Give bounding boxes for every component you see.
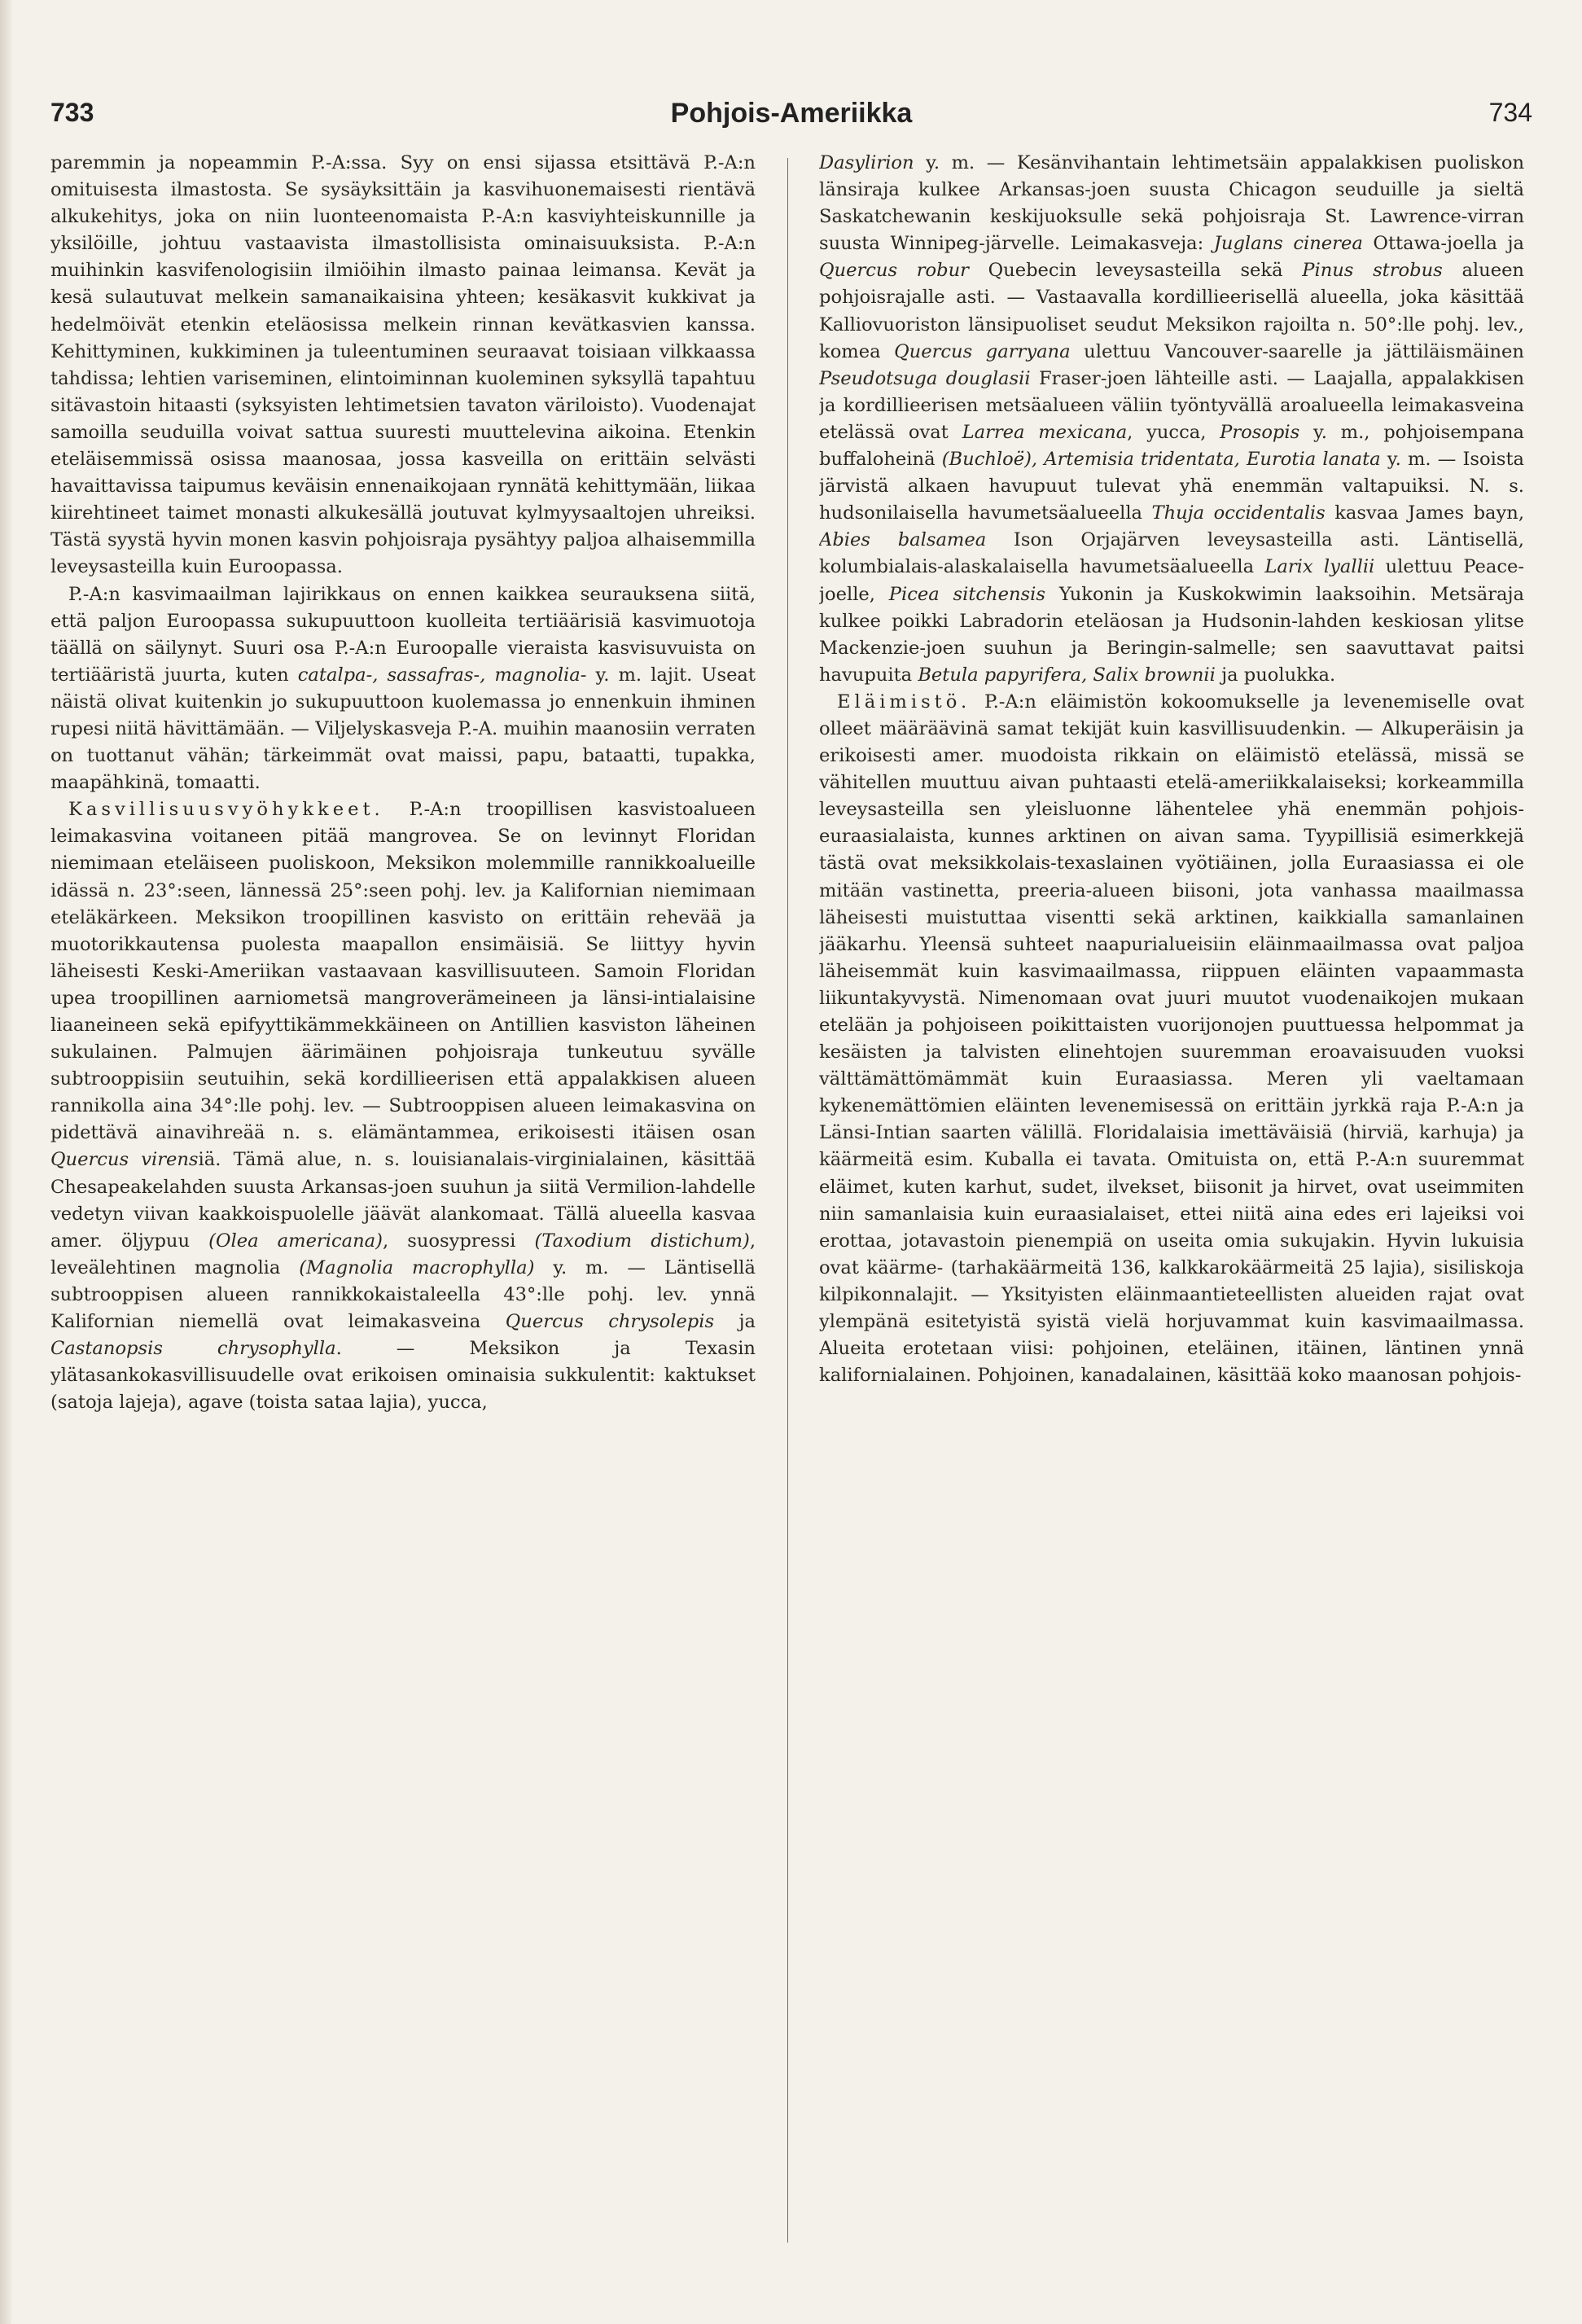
section-heading-vegetation: Kasvillisuusvyöhykkeet. bbox=[68, 799, 384, 821]
paragraph: Kasvillisuusvyöhykkeet. P.-A:n troopillisen kasvistoalueen leimakasvina voitaneen pitää mangrovea. Se on levinnyt Floridan niemimaan eteläiseen puoliskoon, Meksikon molemmille rannikkoalueille idässä n. 23°:seen, lännessä 25°:seen pohj. lev. ja Kalifornian niemimaan eteläkärkeen. Meksikon troopillinen kasvisto on erittäin rehevää ja muotorikkautensa puolesta maapallon ensimäisiä. Se liittyy hyvin läheisesti Keski-Ameriikan vastaavaan kasvillisuuteen. Samoin Floridan upea troopillinen aarniometsä mangroverämeineen ja länsi-intialaisine liaaneineen sekä epifyyttikämmekkäineen on Antillien kasviston läheinen sukulainen. Palmujen äärimäinen pohjoisraja tunkeutuu syvälle subtrooppisiin seutuihin, sekä kordillieerisen että appalakkisen alueen rannikolla aina 34°:lle pohj. lev. — Subtrooppisen alueen leimakasvina on pidettävä ainavihreää n. s. elämäntammea, erikoisesti itäisen osan Quercus virensiä. Tämä alue, n. s. louisianalais-virginialainen, käsittää Chesapeakelahden suusta Arkansas-joen suuhun ja siitä Vermilion-lahdelle vedetyn viivan kaakkoispuolelle jäävät alankomaat. Tällä alueella kasvaa amer. öljypuu (Olea americana), suosypressi (Taxodium distichum), leveälehtinen magnolia (Magnolia macrophylla) y. m. — Läntisellä subtrooppisen alueen rannikkokaistaleella 43°:lle pohj. lev. ynnä Kalifornian niemellä ovat leimakasveina Quercus chrysolepis ja Castanopsis chrysophylla. — Meksikon ja Texasin ylätasankokasvillisuudelle ovat erikoisen ominaisia sukkulentit: kaktukset (satoja lajeja), agave (toista sataa lajia), yucca, bbox=[50, 799, 756, 1414]
page-number-left: 733 bbox=[50, 98, 94, 127]
running-title: Pohjois-Ameriikka bbox=[670, 98, 913, 129]
page-header bbox=[50, 88, 1532, 137]
page-binding-edge bbox=[0, 0, 11, 2324]
paragraph: P.-A:n kasvimaailman lajirikkaus on ennen kaikkea seurauksena siitä, että paljon Euroopassa sukupuuttoon kuolleita tertiäärisiä kasvimuotoja täällä on säilynyt. Suuri osa P.-A:n Euroopalle vieraista kasvisuvuista on tertiääristä juurta, kuten catalpa-, sassafras-, magnolia- y. m. lajit. Useat näistä olivat kuitenkin jo sukupuuttoon kuolemassa jo ennenkuin ihminen rupesi niitä hävittämään. — Viljelyskasveja P.-A. muihin maanosiin verraten on tuottanut vähän; tärkeimmät ovat maissi, papu, bataatti, tupakka, maapähkinä, tomaatti. bbox=[50, 583, 756, 794]
paragraph: paremmin ja nopeammin P.-A:ssa. Syy on ensi sijassa etsittävä P.-A:n omituisesta ilmastosta. Se sysäyksittäin ja kasvihuonemaisesti rientävä alkukehitys, joka on niin luonteenomaista P.-A:n kasviyhteiskunnille ja yksilöille, johtuu vastaavista ilmastollisista ominaisuuksista. P.-A:n muihinkin kasvifenologisiin ilmiöihin ilmasto painaa leimansa. Kevät ja kesä sulautuvat melkein samanaikaisina yhteen; kesäkasvit kukkivat ja hedelmöivät etenkin eteläosissa melkein rinnan kevätkasvien kanssa. Kehittyminen, kukkiminen ja tuleentuminen seuraavat toisiaan vilkkaassa tahdissa; lehtien variseminen, elintoiminnan kuoleminen syksyllä tapahtuu sitävastoin hitaasti (syksyisten lehtimetsien tavaton väriloisto). Vuodenajat samoilla seuduilla voivat sattua suuresti muuttelevina aikoina. Etenkin eteläisemmissä osissa maanosaa, jossa kasveilla on erittäin selvästi havaittavissa taipumus keväisin ennenaikojaan rynnätä kehittymään, liikaa kiirehtineet taimet monasti alkukesällä joutuvat kylmyysaaltojen uhreiksi. Tästä syystä hyvin monen kasvin pohjoisraja pysähtyy paljoa alhaisemmilla leveysasteilla kuin Euroopassa. bbox=[50, 152, 756, 578]
column-left bbox=[50, 150, 756, 2283]
page-number-right: 734 bbox=[1488, 98, 1532, 127]
paragraph: Dasylirion y. m. — Kesänvihantain lehtimetsäin appalakkisen puoliskon länsiraja kulkee Arkansas-joen suusta Chicagon seuduille ja sieltä Saskatchewanin keskijuoksulle sekä pohjoisraja St. Lawrence-virran suusta Winnipeg-järvelle. Leimakasveja: Juglans cinerea Ottawa-joella ja Quercus robur Quebecin leveysasteilla sekä Pinus strobus alueen pohjoisrajalle asti. — Vastaavalla kordillieerisellä alueella, joka käsittää Kalliovuoriston länsipuoliset seudut Meksikon rajoilta n. 50°:lle pohj. lev., komea Quercus garryana ulettuu Vancouver-saarelle ja jättiläismäinen Pseudotsuga douglasii Fraser-joen lähteille asti. — Laajalla, appalakkisen ja kordillieerisen metsäalueen väliin työntyvällä aroalueella leimakasveina etelässä ovat Larrea mexicana, yucca, Prosopis y. m., pohjoisempana buffaloheinä (Buchloë), Artemisia tridentata, Eurotia lanata y. m. — Isoista järvistä alkaen havupuut tulevat yhä enemmän valtapuiksi. N. s. hudsonilaisella havumetsäalueella Thuja occidentalis kasvaa James bayn, Abies balsamea Ison Orjajärven leveysasteilla asti. Läntisellä, kolumbialais-alaskalaisella havumetsäalueella Larix lyallii ulettuu Peace-joelle, Picea sitchensis Yukonin ja Kuskokwimin laaksoihin. Metsäraja kulkee poikki Labradorin eteläosan ja Hudsonin-lahden keskiosan ylitse Mackenzie-joen suuhun ja Beringin-salmelle; sen saavuttavat paitsi havupuita Betula papyrifera, Salix brownii ja puolukka. bbox=[819, 152, 1524, 686]
book-spread bbox=[50, 88, 1532, 2287]
paragraph: Eläimistö. P.-A:n eläimistön kokoomukselle ja levenemiselle ovat olleet määräävinä samat tekijät kuin kasvillisuudenkin. — Alkuperäisin ja erikoisesti amer. muodoista rikkain on eläimistö etelässä, missä se vähitellen muuttuu aivan puhtaasti etelä-ameriikkalaiseksi; korkeammilla leveysasteilla sen yleisluonne lähentelee yhä enemmän pohjois-euraasialaista, kunnes arktinen on aivan sama. Tyypillisiä esimerkkejä tästä ovat meksikkolais-texaslainen vyötiäinen, jolla Euraasiassa ei ole mitään vastinetta, preeria-alueen biisoni, jota vanhassa maailmassa läheisesti muistuttaa visentti sekä arktinen, kaikkialla samanlainen jääkarhu. Yleensä suhteet naapurialueisiin eläinmaailmassa ovat paljoa läheisemmät kuin kasvimaailmassa, riippuen eläinten vapaammasta liikuntakyvystä. Nimenomaan ovat juuri muutot vuodenaikojen mukaan etelään ja pohjoiseen poikittaisten vuorijonojen puuttuessa helpommat ja kesäisten ja talvisten elinehtojen suuremman eroavaisuuden vuoksi välttämättömämmät kuin Euraasiassa. Meren yli vaeltamaan kykenemättömien eläinten levenemisessä on erittäin jyrkkä raja P.-A:n ja Länsi-Intian saarten välillä. Floridalaisia imettäväisiä (hirviä, karhuja) ja käärmeitä esim. Kuballa ei tavata. Omituista on, että P.-A:n suuremmat eläimet, kuten karhut, sudet, ilvekset, biisonit ja hirvet, ovat useimmiten niin samanlaisia kuin euraasialaiset, ettei niitä aina edes eri lajeiksi voi erottaa, jotavastoin pienempiä on useita omia sukujakin. Hyvin lukuisia ovat käärme- (tarhakäärmeitä 136, kalkkarokäärmeitä 25 lajia), sisiliskoja kilpikonnalajit. — Yksityisten eläinmaantieteellisten alueiden rajat ovat ylempänä esitetyistä syistä vielä horjuvammat kuin kasvimaailmassa. Alueita erotetaan viisi: pohjoinen, eteläinen, itäinen, läntinen ynnä kalifornialainen. Pohjoinen, kanadalainen, käsittää koko maanosan pohjois- bbox=[819, 691, 1524, 1387]
text-columns bbox=[50, 150, 1532, 2283]
column-divider bbox=[787, 158, 788, 2243]
column-right bbox=[819, 150, 1524, 2283]
section-heading-fauna: Eläimistö. bbox=[837, 691, 971, 713]
